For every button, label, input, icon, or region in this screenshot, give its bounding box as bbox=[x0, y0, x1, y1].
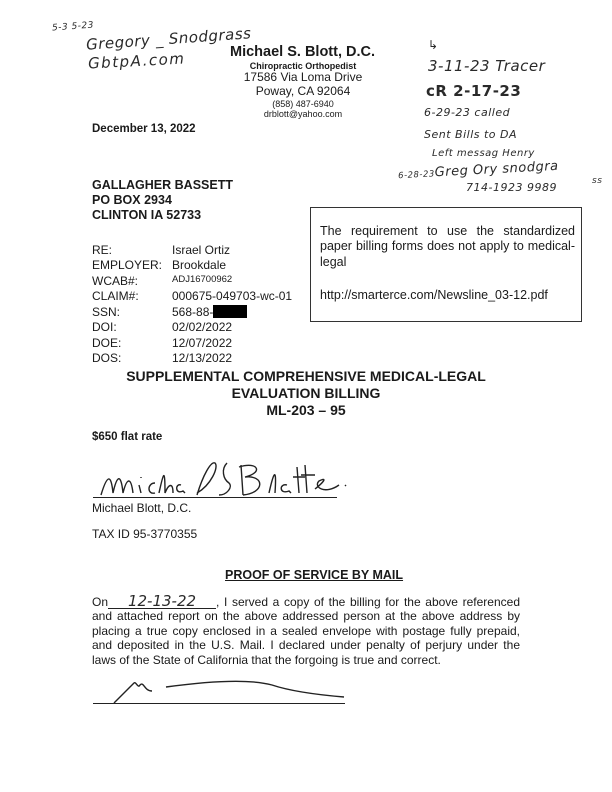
tax-id: TAX ID 95-3770355 bbox=[92, 527, 198, 541]
notice-text: The requirement to use the standardized paper billing forms does not apply to medical-legal bbox=[320, 224, 575, 269]
case-value: Israel Ortiz bbox=[172, 243, 231, 257]
case-label: EMPLOYER: bbox=[92, 258, 163, 273]
case-row-dos bbox=[92, 351, 292, 366]
proof-of-service-heading: PROOF OF SERVICE BY MAIL bbox=[225, 568, 404, 582]
handwritten-note-cr: cR 2-17-23 bbox=[426, 82, 522, 100]
service-date-handwritten: 12-13-22 bbox=[108, 594, 216, 609]
case-value: 000675-049703-wc-01 bbox=[172, 289, 293, 304]
case-value: 12/07/2022 bbox=[172, 335, 233, 350]
case-value: 12/13/2022 bbox=[172, 351, 233, 366]
case-value: ADJ16700962 bbox=[172, 273, 233, 285]
email: drblott@yahoo.com bbox=[263, 108, 343, 119]
recipient-line-1: GALLAGHER BASSETT bbox=[92, 178, 233, 192]
title-line-2: EVALUATION BILLING bbox=[231, 385, 381, 402]
case-label: DOI: bbox=[92, 320, 117, 335]
title-line-1: SUPPLEMENTAL COMPREHENSIVE MEDICAL-LEGAL bbox=[126, 368, 486, 384]
case-label: DOS: bbox=[92, 351, 122, 366]
title-line-3: ML-203 – 95 bbox=[266, 402, 346, 419]
letter-date: December 13, 2022 bbox=[92, 123, 196, 135]
doctor-title: Chiropractic Orthopedist bbox=[249, 60, 357, 71]
flat-rate: $650 flat rate bbox=[92, 431, 163, 443]
case-row-doe bbox=[92, 336, 292, 351]
case-label: DOE: bbox=[92, 335, 122, 350]
case-label: CLAIM#: bbox=[92, 289, 139, 304]
handwritten-note-suffix: ss bbox=[592, 176, 603, 186]
case-row-wcab bbox=[92, 274, 292, 289]
recipient-line-3: CLINTON IA 52733 bbox=[92, 207, 202, 222]
handwritten-date-top-left: 5-3 5-23 bbox=[51, 20, 95, 34]
case-value: 02/02/2022 bbox=[172, 320, 233, 335]
case-label: RE: bbox=[92, 243, 113, 257]
case-info bbox=[92, 243, 292, 367]
notice-url: http://smarterce.com/Newsline_03-12.pdf bbox=[320, 288, 548, 303]
case-row-claim bbox=[92, 289, 292, 304]
signature-line bbox=[93, 497, 337, 498]
recipient-address bbox=[92, 178, 233, 222]
handwritten-note-contact bbox=[398, 159, 559, 182]
case-value: 568-88- bbox=[172, 304, 214, 319]
handwritten-note-contact-date: 6-28-23 bbox=[397, 169, 436, 182]
case-row-ssn bbox=[92, 305, 292, 320]
doctor-name: Michael S. Blott, D.C. bbox=[230, 44, 376, 60]
printed-name: Michael Blott, D.C. bbox=[92, 501, 192, 515]
handwritten-note-contact-name: Greg Ory snodgra bbox=[434, 158, 559, 181]
recipient-line-2: PO BOX 2934 bbox=[92, 192, 172, 207]
server-signature bbox=[100, 675, 350, 705]
address-line-1: 17586 Via Loma Drive bbox=[243, 70, 363, 85]
case-label: SSN: bbox=[92, 304, 121, 319]
address-line-2: Poway, CA 92064 bbox=[255, 83, 351, 98]
handwritten-note-sent-bills: Sent Bills to DA bbox=[424, 128, 518, 141]
document-title bbox=[100, 368, 512, 419]
case-row-doi bbox=[92, 320, 292, 335]
phone: (858) 487-6940 bbox=[272, 98, 334, 109]
handwritten-website: GbtpA.com bbox=[87, 49, 186, 73]
redaction-bar bbox=[213, 305, 247, 318]
case-row-re bbox=[92, 243, 292, 258]
notice-box bbox=[310, 207, 582, 322]
proof-body-text: , I served a copy of the billing for the above referenced and attached report on the above addressed person at the above address by placing a true copy enclosed in a sealed envelope with postage fully prepaid, and deposited in the U.S. Mail. I declared under penalty of perjury under the laws of the State of California that the forgoing is true and correct. bbox=[92, 595, 520, 667]
server-signature-line bbox=[93, 703, 345, 704]
handwritten-note-tracer: 3-11-23 Tracer bbox=[428, 57, 546, 75]
doctor-signature bbox=[93, 455, 363, 503]
handwritten-contact-name: Gregory _ Snodgrass bbox=[85, 24, 252, 54]
handwritten-note-called: 6-29-23 called bbox=[424, 106, 511, 119]
letterhead bbox=[230, 44, 376, 119]
case-value: Brookdale bbox=[172, 258, 227, 273]
handwritten-note-phone: 714-1923 9989 bbox=[466, 181, 557, 194]
handwritten-note-left-message: Left messag Henry bbox=[432, 148, 535, 159]
proof-of-service-body bbox=[92, 594, 520, 667]
case-row-employer bbox=[92, 258, 292, 273]
case-label: WCAB#: bbox=[92, 273, 139, 288]
on-label: On bbox=[92, 595, 109, 609]
handwritten-mark: ↳ bbox=[428, 38, 439, 52]
